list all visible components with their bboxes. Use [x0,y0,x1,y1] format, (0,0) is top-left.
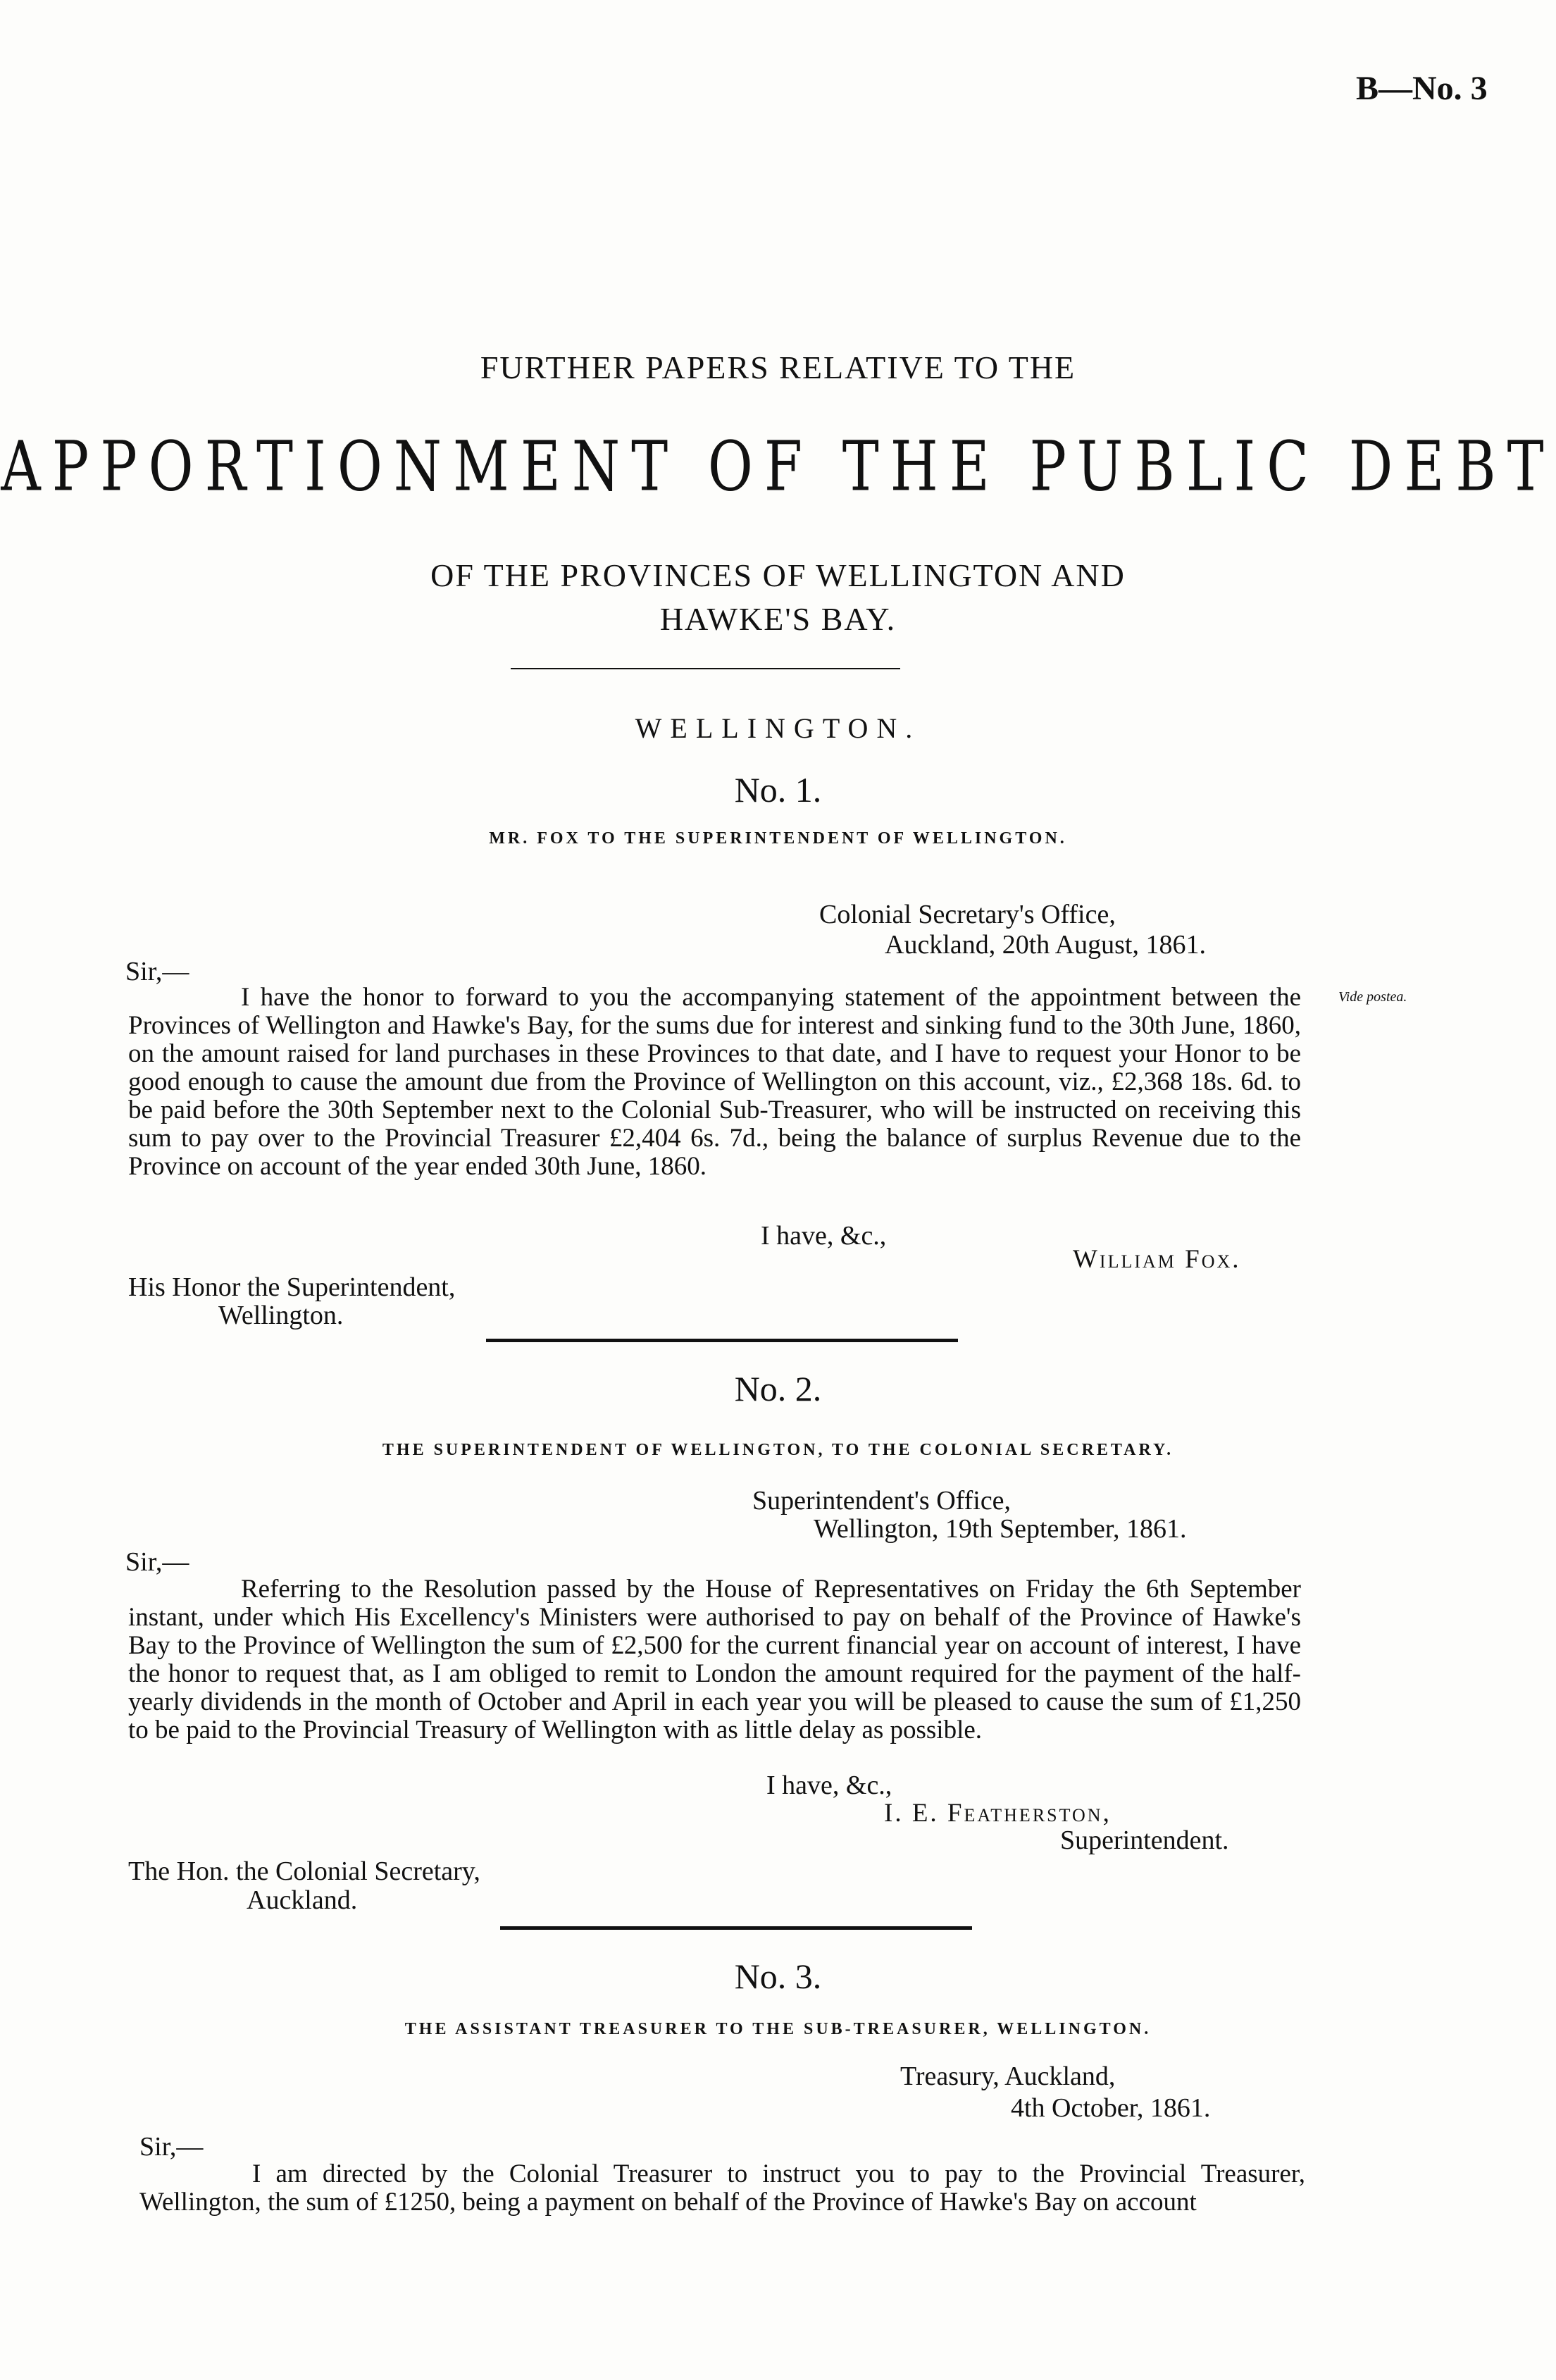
title-main: APPORTIONMENT OF THE PUBLIC DEBT [1,427,1555,507]
letter-1-salutation: Sir,— [125,957,189,986]
letter-1-date: Auckland, 20th August, 1861. [885,930,1206,960]
letter-1-addressee-line2: Wellington. [218,1301,344,1330]
letter-2-body-text: Referring to the Resolution passed by the House of Representatives on Friday the 6th September instant, under which His Excellency's Ministers were authorised to pay on behalf of the Province of Hawke's Bay to the Province of Wellington the sum of £2,500 for the current financial year on account of interest, I have the honor to request that, as I am obliged to remit to London the amount required for the payment of the half-yearly dividends in the month of October and April in each year you will be pleased to cause the sum of £1,250 to be paid to the Provincial Treasury of Wellington with as little delay as possible. [128,1575,1301,1744]
letter-2-closing: I have, &c., [766,1771,892,1800]
letter-1-margin-note: Vide postea. [1338,989,1407,1005]
letter-3-salutation: Sir,— [139,2132,204,2162]
letter-3-date: 4th October, 1861. [1011,2093,1211,2123]
letter-2-addressee-line1: The Hon. the Colonial Secretary, [128,1857,480,1886]
letter-2-heading: THE SUPERINTENDENT OF WELLINGTON, TO THE COLONIAL SECRETARY. [382,1441,1174,1459]
letter-1-heading: MR. FOX TO THE SUPERINTENDENT OF WELLINGTON. [489,829,1067,848]
letter-2-divider [500,1926,972,1930]
letter-2-date: Wellington, 19th September, 1861. [814,1514,1187,1544]
letter-2-addressee-line2: Auckland. [247,1885,358,1915]
title-line-3: OF THE PROVINCES OF WELLINGTON AND [430,557,1126,593]
letter-2-signature: I. E. Featherston, [884,1799,1112,1828]
letter-1-divider [486,1339,958,1342]
title-line-4: HAWKE'S BAY. [659,601,897,637]
letter-2-number: No. 2. [734,1369,822,1408]
document-reference: B—No. 3 [1356,70,1488,107]
letter-3-number: No. 3. [734,1957,822,1996]
letter-1-body-text: I have the honor to forward to you the accompanying statement of the appointment between the Provinces of Wellington and Hawke's Bay, for the sums due for interest and sinking fund to the 30th June, 1860, on the amount raised for land purchases in these Provinces to that date, and I have to request your Honor to be good enough to cause the amount due from the Province of Wellington on this account, viz., £2,368 18s. 6d. to be paid before the 30th September next to the Colonial Sub-Treasurer, who will be instructed on receiving this sum to pay over to the Provincial Treasurer £2,404 6s. 7d., being the balance of surplus Revenue due to the Province on account of the year ended 30th June, 1860. [128,983,1301,1181]
place-heading: WELLINGTON. [635,712,921,744]
letter-2-signature-title: Superintendent. [1060,1826,1229,1855]
title-line-1: FURTHER PAPERS RELATIVE TO THE [480,349,1076,385]
letter-3-heading: THE ASSISTANT TREASURER TO THE SUB-TREASURER, WELLINGTON. [404,2020,1152,2038]
letter-1-signature: William Fox. [1073,1245,1241,1274]
letter-1-addressee-line1: His Honor the Superintendent, [128,1272,456,1302]
letter-1-body [128,984,1301,1181]
letter-3-body-text: I am directed by the Colonial Treasurer to instruct you to pay to the Provincial Treasurer, Wellington, the sum of £1250, being a payment on behalf of the Province of Hawke's Bay on account [139,2159,1305,2217]
letter-3-body [139,2160,1305,2217]
letter-2-salutation: Sir,— [125,1547,189,1577]
letter-3-office: Treasury, Auckland, [900,2062,1116,2091]
letter-2-body [128,1575,1301,1744]
title-divider [511,668,900,669]
letter-1-number: No. 1. [734,770,822,810]
letter-1-office: Colonial Secretary's Office, [819,900,1116,929]
letter-1-closing: I have, &c., [761,1221,887,1251]
letter-2-office: Superintendent's Office, [752,1486,1012,1516]
